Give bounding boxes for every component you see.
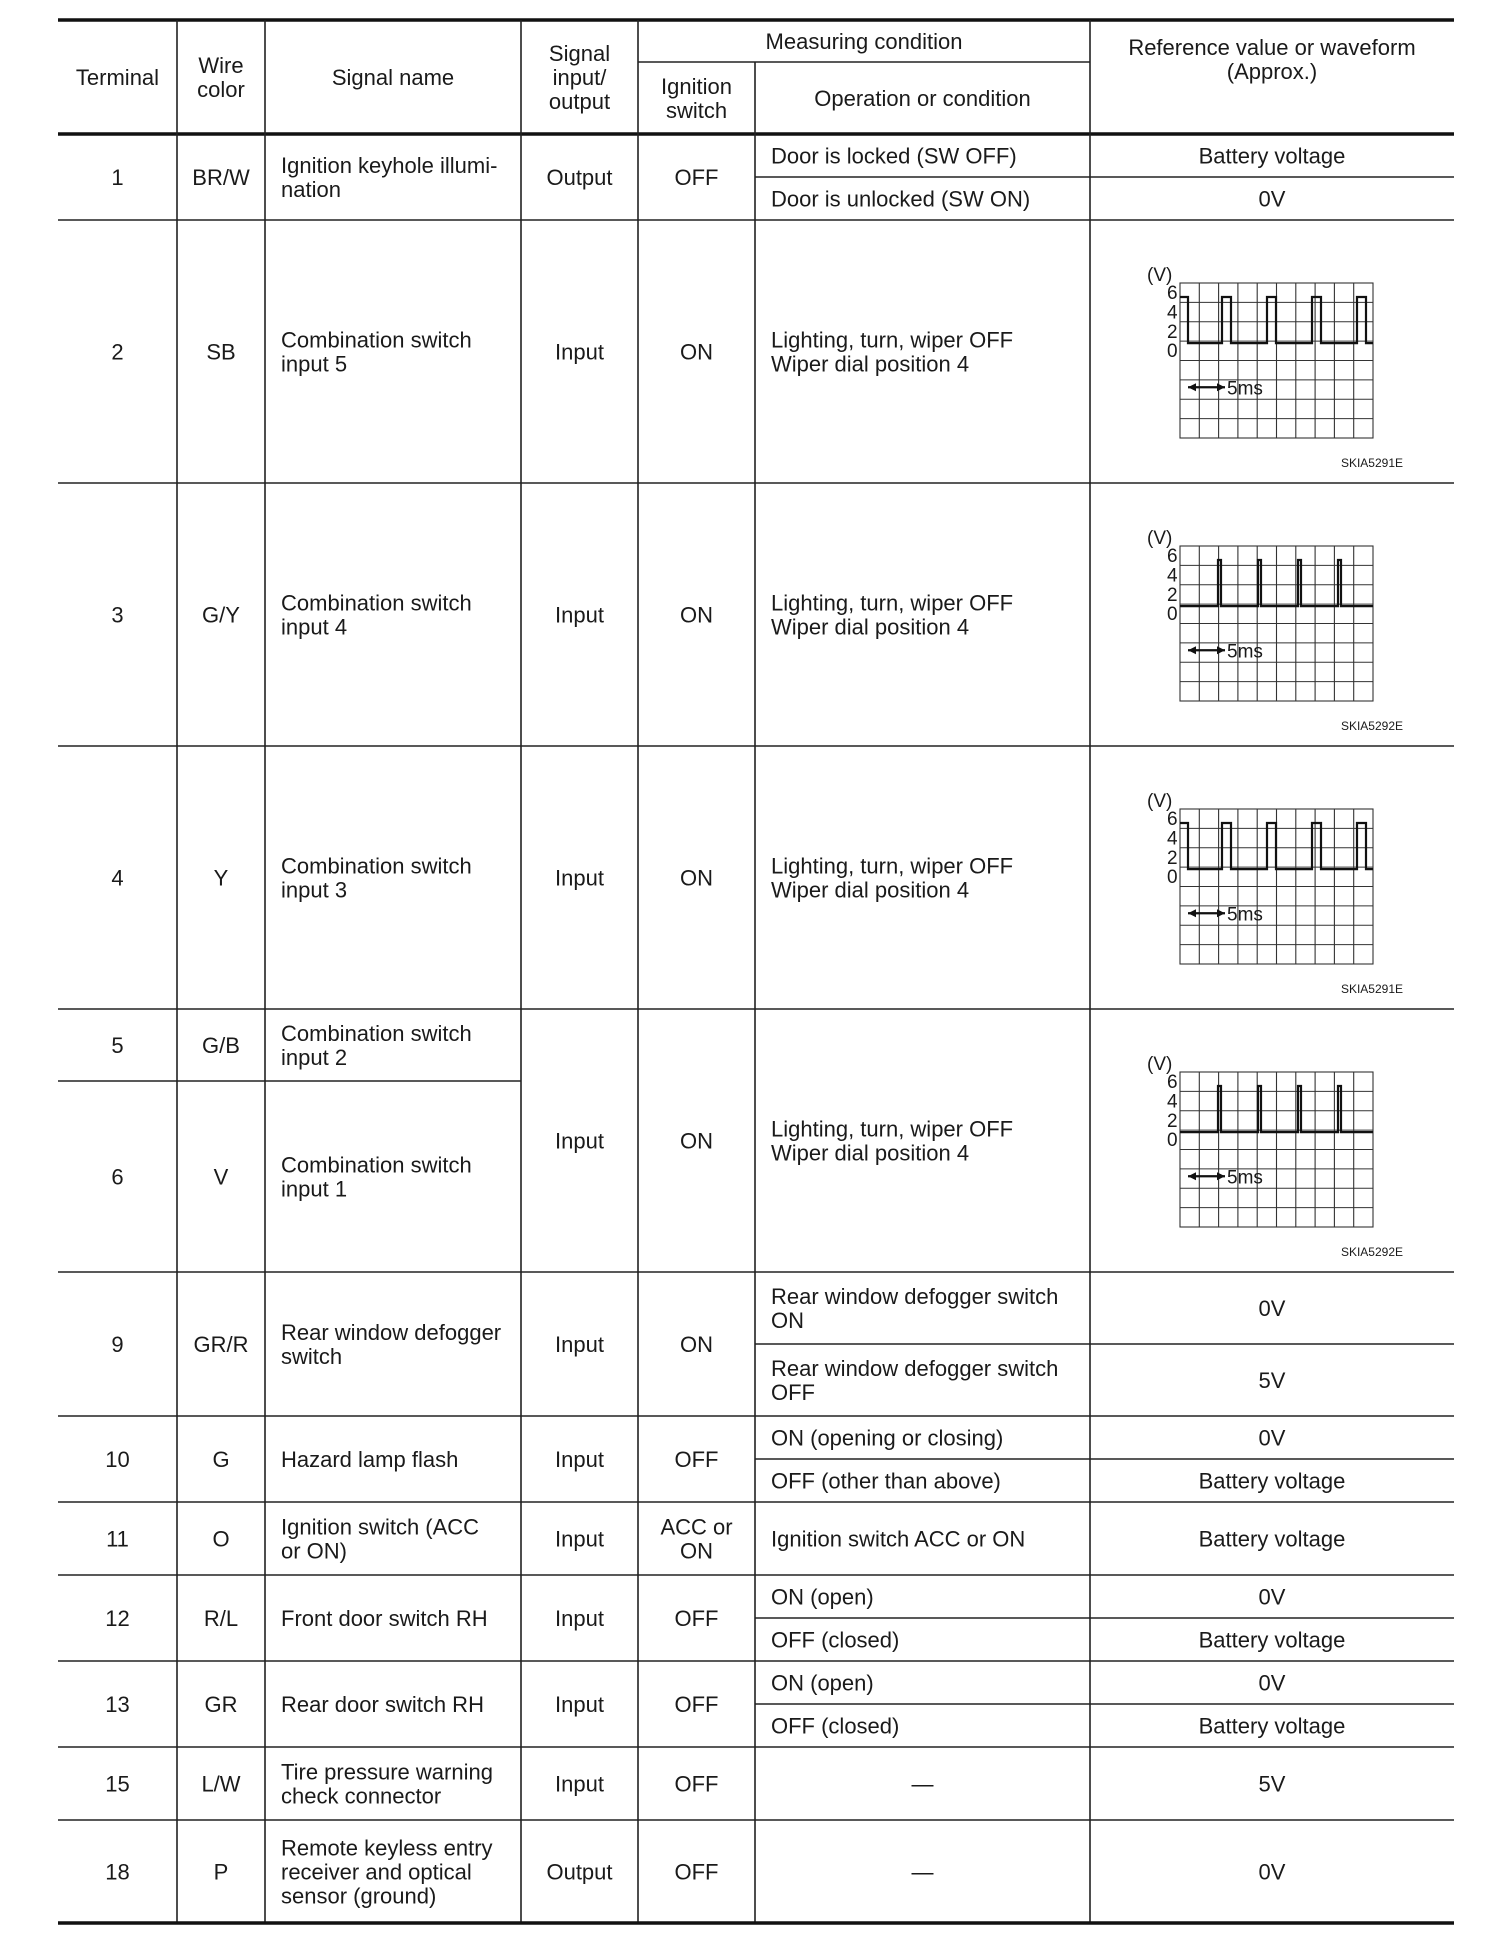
signal-name-cell: sensor (ground) <box>281 1883 437 1909</box>
header-signal-io: output <box>548 89 611 114</box>
reference-value-cell: 0V <box>1258 186 1286 212</box>
waveform-y-tick: 4 <box>1167 565 1178 587</box>
waveform-y-tick: 6 <box>1167 1072 1178 1093</box>
reference-value-cell: Battery voltage <box>1198 1468 1346 1494</box>
operation-cell: ON (open) <box>771 1670 874 1696</box>
operation-cell: OFF (closed) <box>771 1713 900 1739</box>
signal-name-cell: Remote keyless entry <box>281 1835 493 1861</box>
reference-value-cell: Battery voltage <box>1198 1627 1346 1653</box>
operation-cell: Rear window defogger switch <box>771 1356 1059 1381</box>
wire-color-cell: P <box>213 1859 229 1885</box>
signal-io-cell: Input <box>555 1771 604 1797</box>
operation-cell: ON (open) <box>771 1584 874 1610</box>
reference-value-cell: Battery voltage <box>1198 143 1346 169</box>
terminal-cell: 6 <box>111 1164 124 1190</box>
terminal-cell: 10 <box>105 1447 130 1472</box>
ignition-switch-cell: OFF <box>674 1859 719 1885</box>
signal-name-cell: Combination switch <box>281 327 472 353</box>
operation-cell: — <box>911 1771 934 1797</box>
signal-name-cell: check connector <box>281 1783 442 1809</box>
terminal-cell: 1 <box>111 165 124 190</box>
waveform-y-tick: 0 <box>1167 867 1178 889</box>
waveform-y-tick: 0 <box>1167 604 1178 626</box>
header-terminal: Terminal <box>75 65 160 90</box>
signal-io-cell: Input <box>555 339 604 365</box>
signal-name-cell: Ignition switch (ACC <box>281 1514 480 1540</box>
waveform-y-tick: 4 <box>1167 1091 1178 1113</box>
signal-io-cell: Input <box>555 1447 604 1472</box>
wire-color-cell: GR/R <box>193 1332 249 1357</box>
terminal-cell: 11 <box>106 1526 129 1552</box>
operation-cell: Lighting, turn, wiper OFF <box>771 327 1014 353</box>
terminal-cell: 15 <box>105 1771 130 1797</box>
reference-value-cell: 0V <box>1258 1859 1286 1885</box>
waveform-time-label: 5ms <box>1227 641 1263 663</box>
reference-value-cell: Battery voltage <box>1198 1526 1346 1552</box>
operation-cell: Door is locked (SW OFF) <box>771 143 1017 169</box>
signal-name-cell: Rear door switch RH <box>281 1692 484 1717</box>
operation-cell: Wiper dial position 4 <box>771 1140 970 1166</box>
wire-color-cell: GR <box>204 1692 238 1717</box>
ignition-switch-cell: ON <box>680 865 713 891</box>
ignition-switch-cell: ON <box>680 1538 713 1564</box>
header-reference: Reference value or waveform <box>1128 35 1416 60</box>
wire-color-cell: L/W <box>201 1771 241 1797</box>
header-signal-io: input/ <box>552 65 607 90</box>
wire-color-cell: BR/W <box>192 165 250 190</box>
wire-color-cell: V <box>213 1164 229 1190</box>
arrowhead-left-icon <box>1188 1172 1196 1180</box>
waveform-y-tick: 4 <box>1167 302 1178 324</box>
waveform-chart <box>1147 528 1403 733</box>
ignition-switch-cell: ON <box>680 339 713 365</box>
waveform-chart <box>1147 1054 1403 1259</box>
waveform-unit: (V) <box>1147 1054 1173 1075</box>
waveform-chart <box>1147 265 1403 470</box>
figure-code: SKIA5292E <box>1340 1245 1403 1259</box>
terminal-cell: 13 <box>105 1692 130 1717</box>
ignition-switch-cell: OFF <box>674 1606 719 1631</box>
signal-io-cell: Input <box>555 1692 604 1717</box>
operation-cell: OFF (closed) <box>771 1627 900 1653</box>
operation-cell: OFF (other than above) <box>771 1468 1001 1494</box>
header-ignition-switch: switch <box>665 98 728 123</box>
header-wire-color: color <box>197 77 245 102</box>
arrowhead-left-icon <box>1188 646 1196 654</box>
operation-cell: Wiper dial position 4 <box>771 614 970 640</box>
reference-value-cell: 0V <box>1258 1425 1286 1451</box>
signal-io-cell: Input <box>555 1606 604 1631</box>
header-wire-color: Wire <box>198 53 244 78</box>
wire-color-cell: G/Y <box>202 602 240 628</box>
figure-code: SKIA5292E <box>1340 719 1403 733</box>
reference-value-cell: 0V <box>1258 1670 1286 1696</box>
arrowhead-left-icon <box>1188 909 1196 917</box>
terminal-cell: 18 <box>105 1859 130 1885</box>
arrowhead-left-icon <box>1188 383 1196 391</box>
signal-name-cell: Hazard lamp flash <box>281 1447 459 1472</box>
waveform-chart <box>1147 791 1403 996</box>
signal-io-cell: Output <box>546 165 613 190</box>
operation-cell: Wiper dial position 4 <box>771 877 970 903</box>
signal-io-cell: Input <box>555 1128 604 1154</box>
operation-cell: Wiper dial position 4 <box>771 351 970 377</box>
signal-name-cell: Front door switch RH <box>281 1606 488 1631</box>
reference-value-cell: Battery voltage <box>1198 1713 1346 1739</box>
ignition-switch-cell: OFF <box>674 1692 719 1717</box>
reference-value-cell: 0V <box>1258 1584 1286 1610</box>
header-signal-io: Signal <box>548 41 611 66</box>
waveform-y-tick: 6 <box>1167 809 1178 830</box>
waveform-y-tick: 0 <box>1167 1130 1178 1152</box>
waveform-y-tick: 0 <box>1167 341 1178 363</box>
signal-name-cell: switch <box>281 1344 343 1369</box>
signal-io-cell: Input <box>555 1332 604 1357</box>
signal-name-cell: Ignition keyhole illumi- <box>281 153 498 178</box>
operation-cell: ON (opening or closing) <box>771 1425 1004 1451</box>
terminal-cell: 12 <box>105 1606 130 1631</box>
arrowhead-right-icon <box>1217 383 1225 391</box>
waveform-time-label: 5ms <box>1227 1167 1263 1189</box>
header-operation: Operation or condition <box>814 86 1031 111</box>
header-measuring-condition: Measuring condition <box>765 29 963 54</box>
ignition-switch-cell: ON <box>680 602 713 628</box>
operation-cell: Lighting, turn, wiper OFF <box>771 853 1014 879</box>
signal-name-cell: Tire pressure warning <box>281 1759 493 1785</box>
arrowhead-right-icon <box>1217 909 1225 917</box>
signal-name-cell: receiver and optical <box>281 1859 472 1885</box>
waveform-y-tick: 2 <box>1167 1110 1178 1132</box>
wire-color-cell: G/B <box>202 1033 240 1058</box>
figure-code: SKIA5291E <box>1340 982 1403 996</box>
wire-color-cell: Y <box>213 865 229 891</box>
operation-cell: Rear window defogger switch <box>771 1284 1059 1309</box>
waveform-unit: (V) <box>1147 528 1173 549</box>
wire-color-cell: O <box>212 1526 230 1552</box>
signal-name-cell: Rear window defogger <box>281 1320 502 1345</box>
waveform-y-tick: 2 <box>1167 847 1178 869</box>
terminal-cell: 9 <box>111 1332 124 1357</box>
wire-color-cell: R/L <box>203 1606 239 1631</box>
reference-value-cell: 0V <box>1258 1296 1286 1321</box>
waveform-time-label: 5ms <box>1227 904 1263 926</box>
signal-name-cell: nation <box>281 177 341 202</box>
operation-cell: Lighting, turn, wiper OFF <box>771 590 1014 616</box>
ignition-switch-cell: ON <box>680 1332 713 1357</box>
signal-name-cell: input 1 <box>281 1176 348 1202</box>
signal-name-cell: input 5 <box>281 351 348 377</box>
figure-code: SKIA5291E <box>1340 456 1403 470</box>
signal-name-cell: input 4 <box>281 614 348 640</box>
ignition-switch-cell: ON <box>680 1128 713 1154</box>
waveform-y-tick: 6 <box>1167 546 1178 567</box>
signal-io-cell: Input <box>555 1526 604 1552</box>
signal-name-cell: or ON) <box>281 1538 347 1564</box>
operation-cell: OFF <box>771 1380 815 1405</box>
ignition-switch-cell: OFF <box>674 165 719 190</box>
operation-cell: Door is unlocked (SW ON) <box>771 186 1031 212</box>
operation-cell: Ignition switch ACC or ON <box>771 1526 1026 1552</box>
reference-value-cell: 5V <box>1258 1771 1286 1797</box>
signal-name-cell: input 2 <box>281 1045 348 1070</box>
header-ignition-switch: Ignition <box>661 74 732 99</box>
signal-io-cell: Output <box>546 1859 613 1885</box>
signal-name-cell: Combination switch <box>281 1021 472 1046</box>
waveform-time-label: 5ms <box>1227 378 1263 400</box>
signal-io-cell: Input <box>555 602 604 628</box>
waveform-trace <box>1180 823 1373 869</box>
wire-color-cell: SB <box>206 339 236 365</box>
waveform-unit: (V) <box>1147 265 1173 286</box>
header-signal-name: Signal name <box>331 65 455 90</box>
signal-io-cell: Input <box>555 865 604 891</box>
signal-name-cell: Combination switch <box>281 590 472 616</box>
waveform-y-tick: 4 <box>1167 828 1178 850</box>
operation-cell: — <box>911 1859 934 1885</box>
terminal-cell: 4 <box>111 865 124 891</box>
terminal-cell: 2 <box>111 339 124 365</box>
signal-name-cell: input 3 <box>281 877 348 903</box>
waveform-y-tick: 2 <box>1167 584 1178 606</box>
signal-name-cell: Combination switch <box>281 1152 472 1178</box>
wire-color-cell: G <box>212 1447 230 1472</box>
arrowhead-right-icon <box>1217 1172 1225 1180</box>
waveform-y-tick: 6 <box>1167 283 1178 304</box>
reference-value-cell: 5V <box>1258 1368 1286 1393</box>
terminal-cell: 3 <box>111 602 124 628</box>
waveform-trace <box>1180 297 1373 343</box>
operation-cell: Lighting, turn, wiper OFF <box>771 1116 1014 1142</box>
signal-name-cell: Combination switch <box>281 853 472 879</box>
arrowhead-right-icon <box>1217 646 1225 654</box>
waveform-y-tick: 2 <box>1167 321 1178 343</box>
ignition-switch-cell: OFF <box>674 1771 719 1797</box>
waveform-unit: (V) <box>1147 791 1173 812</box>
ignition-switch-cell: ACC or <box>660 1514 733 1540</box>
terminal-cell: 5 <box>111 1033 124 1058</box>
ignition-switch-cell: OFF <box>674 1447 719 1472</box>
header-reference: (Approx.) <box>1226 59 1318 84</box>
operation-cell: ON <box>771 1308 804 1333</box>
